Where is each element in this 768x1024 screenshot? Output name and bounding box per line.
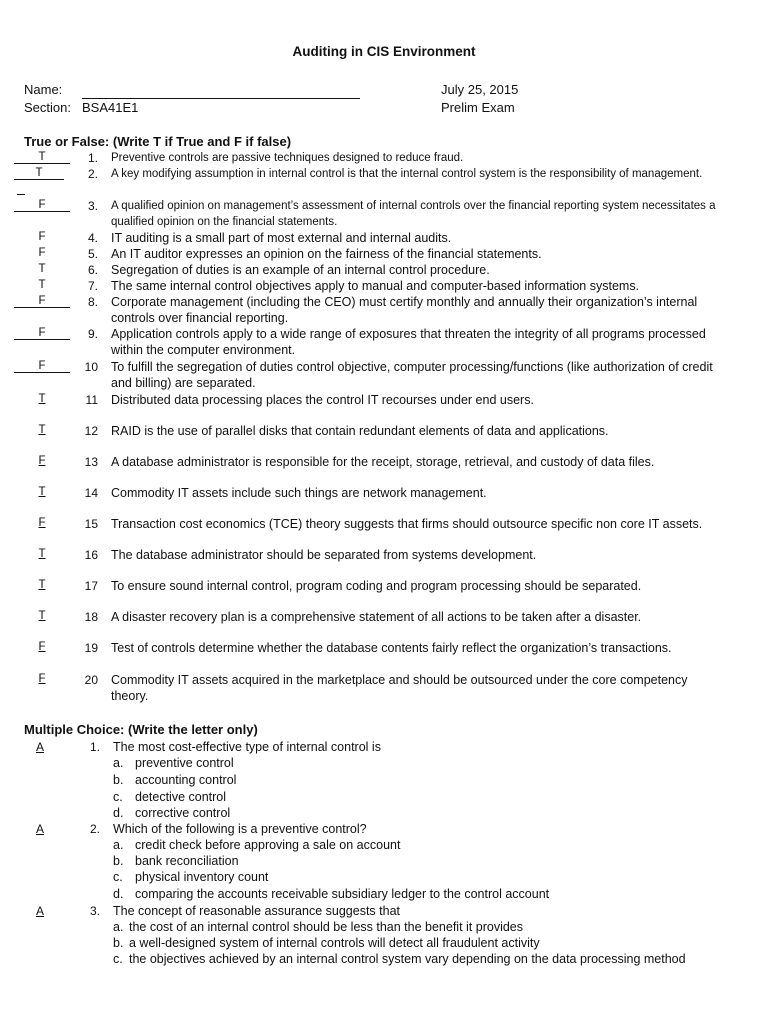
tf-question-3: A qualified opinion on management’s assessment of internal controls over the financial reporting system necessitates a qualified opinion on the financial statements. — [111, 200, 716, 228]
name-blank-line — [82, 98, 360, 99]
tf-question-19: Test of controls determine whether the database contents fairly reflect the organization’s transactions. — [111, 641, 672, 655]
tf-number-16: 16 — [84, 548, 98, 562]
tf-answer-14: T — [38, 486, 46, 498]
tf-number-19: 19 — [84, 641, 98, 655]
tf-question-10: To fulfill the segregation of duties control objective, computer processing/functions (like authorization of credit and billing) are separated. — [111, 360, 713, 390]
name-label: Name: — [24, 82, 63, 97]
tf-answer-11: T — [38, 393, 46, 405]
exam-type: Prelim Exam — [441, 100, 515, 115]
tf-answer-13: F — [38, 455, 46, 467]
tf-number-4: 4. — [87, 231, 98, 245]
tf-number-11: 11 — [85, 393, 98, 407]
tf-question-11: Distributed data processing places the control IT recourses under end users. — [111, 393, 534, 407]
tf-answer-20: F — [38, 673, 46, 685]
tf-answer-8: F — [14, 295, 70, 308]
tf-number-3: 3. — [87, 199, 98, 213]
tf-question-17: To ensure sound internal control, program coding and program processing should be separated. — [111, 579, 642, 593]
tf-question-20: Commodity IT assets acquired in the marketplace and should be outsourced under the core competency theory. — [111, 673, 688, 703]
mc-option: a. preventive control — [113, 756, 234, 770]
tf-question-15: Transaction cost economics (TCE) theory suggests that firms should outsource specific non core IT assets. — [111, 517, 703, 531]
tf-number-20: 20 — [84, 673, 98, 687]
mc-option: a. credit check before approving a sale on account — [113, 838, 401, 852]
tf-question-14: Commodity IT assets include such things are network management. — [111, 486, 487, 500]
mc-answer-3: A — [36, 904, 45, 918]
mc-option: c. detective control — [113, 790, 227, 804]
mc-option: b. a well-designed system of internal controls will detect all fraudulent activity — [113, 936, 540, 950]
mc-number-1: 1. — [89, 740, 100, 754]
mc-option: c. the objectives achieved by an internal control system vary depending on the data processing method — [113, 952, 686, 966]
tf-answer-5: F — [38, 247, 46, 259]
tf-question-8: Corporate management (including the CEO) must certify monthly and annually their organization’s internal controls over financial reporting. — [111, 295, 698, 325]
tf-answer-9: F — [14, 327, 70, 340]
mc-option: b. accounting control — [113, 773, 237, 787]
mc-answer-1: A — [36, 740, 45, 754]
tf-number-12: 12 — [84, 424, 98, 438]
tf-question-13: A database administrator is responsible for the receipt, storage, retrieval, and custody of data files. — [111, 455, 655, 469]
tf-question-12: RAID is the use of parallel disks that contain redundant elements of data and applications. — [111, 424, 609, 438]
tf-number-6: 6. — [87, 263, 98, 277]
mc-number-3: 3. — [89, 904, 100, 918]
tf-answer-15: F — [38, 517, 46, 529]
tf-answer-17: T — [38, 579, 46, 591]
page-title: Auditing in CIS Environment — [292, 44, 476, 59]
tf-number-5: 5. — [87, 247, 98, 261]
mc-stem-1: The most cost-effective type of internal control is — [113, 740, 381, 754]
tf-question-6: Segregation of duties is an example of an internal control procedure. — [111, 263, 490, 277]
mc-stem-3: The concept of reasonable assurance suggests that — [113, 904, 400, 918]
mc-option: d. corrective control — [113, 806, 231, 820]
mc-answer-2: A — [36, 822, 45, 836]
tf-number-8: 8. — [87, 295, 98, 309]
tf-question-4: IT auditing is a small part of most external and internal audits. — [111, 231, 452, 245]
tf-number-14: 14 — [84, 486, 98, 500]
tf-number-1: 1. — [87, 151, 98, 165]
tf-answer-16: T — [38, 548, 46, 560]
tf-answer-1: T — [14, 151, 70, 164]
tf-question-2: A key modifying assumption in internal control is that the internal control system is the responsibility of management. — [111, 168, 703, 180]
tf-answer-10: F — [14, 360, 70, 373]
tf-number-2: 2. — [87, 167, 98, 181]
mc-stem-2: Which of the following is a preventive control? — [113, 822, 367, 836]
tf-number-10: 10 — [84, 360, 98, 374]
tf-answer-6: T — [38, 263, 46, 275]
tf-question-18: A disaster recovery plan is a comprehensive statement of all actions to be taken after a disaster. — [111, 610, 642, 624]
mc-option: c. physical inventory count — [113, 870, 269, 884]
mc-option: a. the cost of an internal control should be less than the benefit it provides — [113, 920, 523, 934]
tf-answer-19: F — [38, 641, 46, 653]
tf-answer-12: T — [38, 424, 46, 436]
multiple-choice-heading: Multiple Choice: (Write the letter only) — [24, 722, 258, 737]
tf-number-7: 7. — [87, 279, 98, 293]
stray-underline — [17, 194, 25, 195]
tf-number-9: 9. — [87, 327, 98, 341]
section-value: BSA41E1 — [82, 100, 139, 115]
tf-question-16: The database administrator should be separated from systems development. — [111, 548, 537, 562]
tf-question-9: Application controls apply to a wide range of exposures that threaten the integrity of all programs processed within the computer environment. — [111, 327, 706, 357]
section-label: Section: — [24, 100, 71, 115]
tf-number-17: 17 — [84, 579, 98, 593]
mc-option: d. comparing the accounts receivable subsidiary ledger to the control account — [113, 887, 550, 901]
tf-answer-18: T — [38, 610, 46, 622]
exam-date: July 25, 2015 — [441, 82, 519, 97]
mc-option: b. bank reconciliation — [113, 854, 239, 868]
tf-answer-3: F — [14, 199, 70, 212]
tf-question-1: Preventive controls are passive techniques designed to reduce fraud. — [111, 152, 464, 164]
tf-number-18: 18 — [84, 610, 98, 624]
tf-answer-7: T — [38, 279, 46, 291]
tf-question-5: An IT auditor expresses an opinion on the fairness of the financial statements. — [111, 247, 542, 261]
tf-question-7: The same internal control objectives apply to manual and computer-based information systems. — [111, 279, 640, 293]
tf-number-13: 13 — [84, 455, 98, 469]
mc-number-2: 2. — [89, 822, 100, 836]
tf-number-15: 15 — [84, 517, 98, 531]
tf-answer-2: T — [14, 167, 64, 180]
true-false-heading: True or False: (Write T if True and F if false) — [24, 134, 292, 149]
tf-answer-4: F — [38, 231, 46, 243]
